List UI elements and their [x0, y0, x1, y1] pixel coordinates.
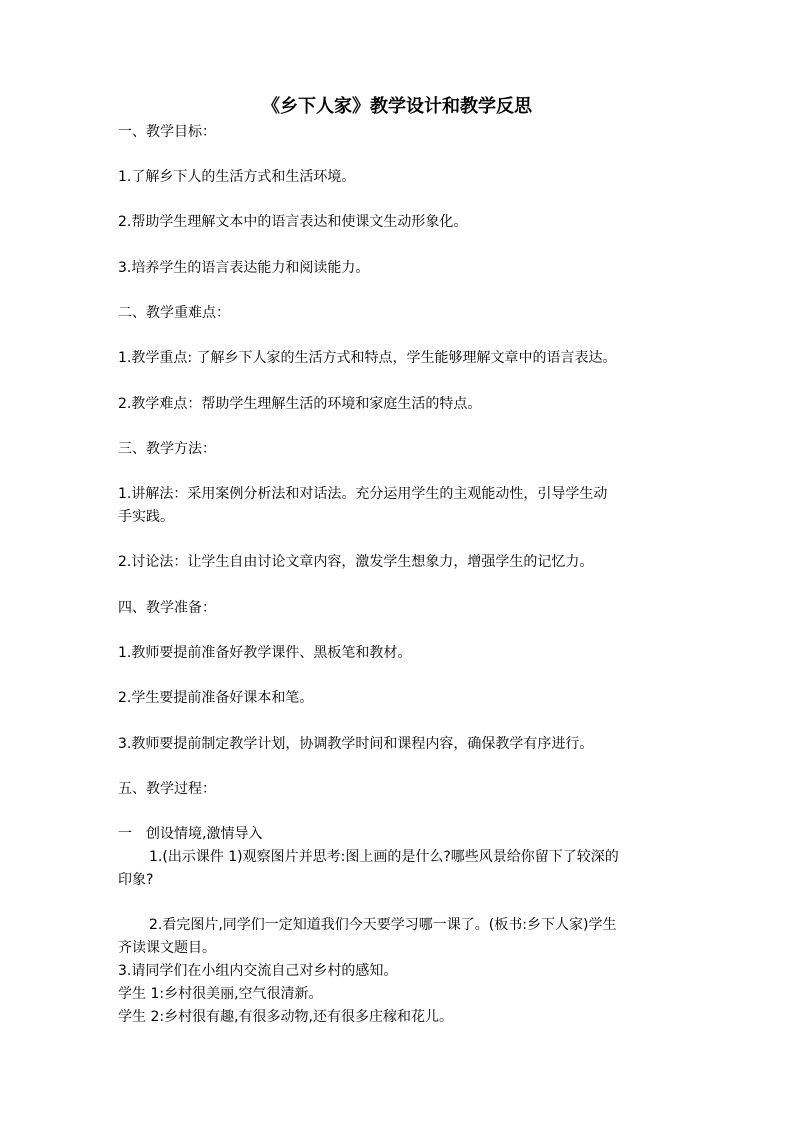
- process-para-2-line-1: 2.看完图片,同学们一定知道我们今天要学习哪一课了。(板书:乡下人家)学生: [149, 917, 617, 933]
- goals-heading: 一、教学目标：: [118, 124, 216, 140]
- key-points-heading: 二、教学重难点：: [118, 305, 230, 321]
- key-points-item-2: 2.教学难点：帮助学生理解生活的环境和家庭生活的特点。: [118, 396, 482, 412]
- preparation-item-3: 3.教师要提前制定教学计划，协调教学时间和课程内容，确保教学有序进行。: [118, 736, 594, 752]
- goals-item-2: 2.帮助学生理解文本中的语言表达和使课文生动形象化。: [118, 214, 468, 230]
- process-student-2: 学生 2:乡村很有趣,有很多动物,还有很多庄稼和花儿。: [118, 1009, 453, 1025]
- methods-item-1-line-1: 1.讲解法：采用案例分析法和对话法。充分运用学生的主观能动性，引导学生动: [118, 486, 608, 502]
- methods-item-2: 2.讨论法：让学生自由讨论文章内容，激发学生想象力，增强学生的记忆力。: [118, 554, 594, 570]
- key-points-item-1: 1.教学重点: 了解乡下人家的生活方式和特点，学生能够理解文章中的语言表达。: [118, 350, 617, 366]
- preparation-item-2: 2.学生要提前准备好课本和笔。: [118, 690, 314, 706]
- goals-item-3: 3.培养学生的语言表达能力和阅读能力。: [118, 260, 370, 276]
- methods-item-1-line-2: 手实践。: [118, 509, 174, 525]
- goals-item-1: 1.了解乡下人的生活方式和生活环境。: [118, 169, 356, 185]
- methods-heading: 三、教学方法：: [118, 441, 216, 457]
- process-heading: 五、教学过程：: [118, 781, 216, 797]
- preparation-heading: 四、教学准备：: [118, 600, 216, 616]
- process-para-1-line-2: 印象?: [118, 872, 154, 888]
- document-title: 《乡下人家》教学设计和教学反思: [262, 96, 532, 117]
- process-para-1-line-1: 1.(出示课件 1)观察图片并思考:图上画的是什么?哪些风景给你留下了较深的: [149, 849, 619, 865]
- process-para-3: 3.请同学们在小组内交流自己对乡村的感知。: [118, 963, 398, 979]
- process-student-1: 学生 1:乡村很美丽,空气很清新。: [118, 986, 323, 1002]
- preparation-item-1: 1.教师要提前准备好教学课件、黑板笔和教材。: [118, 645, 412, 661]
- process-step-heading: 一 创设情境,激情导入: [118, 826, 263, 842]
- process-para-2-line-2: 齐读课文题目。: [118, 940, 216, 956]
